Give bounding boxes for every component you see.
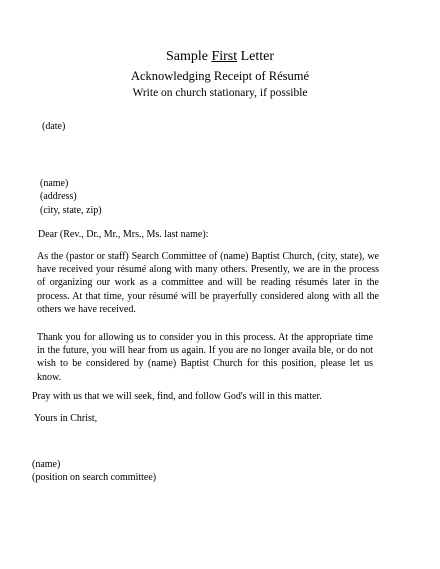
paragraph-thanks: Thank you for allowing us to consider you in this process. At the appropriate time in the future, you will hear from us again. If you are no longer availa ble, or do not wish to be considered by (name) Baptist Church for this position, please let us know. [37, 332, 373, 383]
closing: Yours in Christ, [34, 413, 98, 424]
title-emphasis: First [211, 49, 238, 64]
title-prefix: Sample [165, 49, 212, 64]
sender-name: (name) [32, 459, 61, 470]
stationery-note: Write on church stationary, if possible [132, 87, 308, 99]
letter-subtitle: Acknowledging Receipt of Résumé [130, 69, 310, 83]
salutation: Dear (Rev., Dr., Mr., Mrs., Ms. last name): [38, 229, 209, 240]
recipient-name: (name) [40, 178, 69, 189]
paragraph-receipt: As the (pastor or staff) Search Committee of (name) Baptist Church, (city, state), we have received your résumé along with many others. Presently, we are in the process of organizing our work as a committee and will be reading résumés later in the process. At that time, your résumé will be prayerfully considered along with all the others we have received. [37, 251, 379, 315]
paragraph-prayer: Pray with us that we will seek, find, and follow God's will in this matter. [32, 391, 322, 402]
date-placeholder: (date) [42, 121, 66, 132]
letter-title [0, 48, 440, 66]
title-suffix: Letter [237, 49, 275, 64]
sender-position: (position on search committee) [32, 472, 157, 483]
recipient-city-state-zip: (city, state, zip) [40, 205, 102, 216]
recipient-address: (address) [40, 191, 77, 202]
